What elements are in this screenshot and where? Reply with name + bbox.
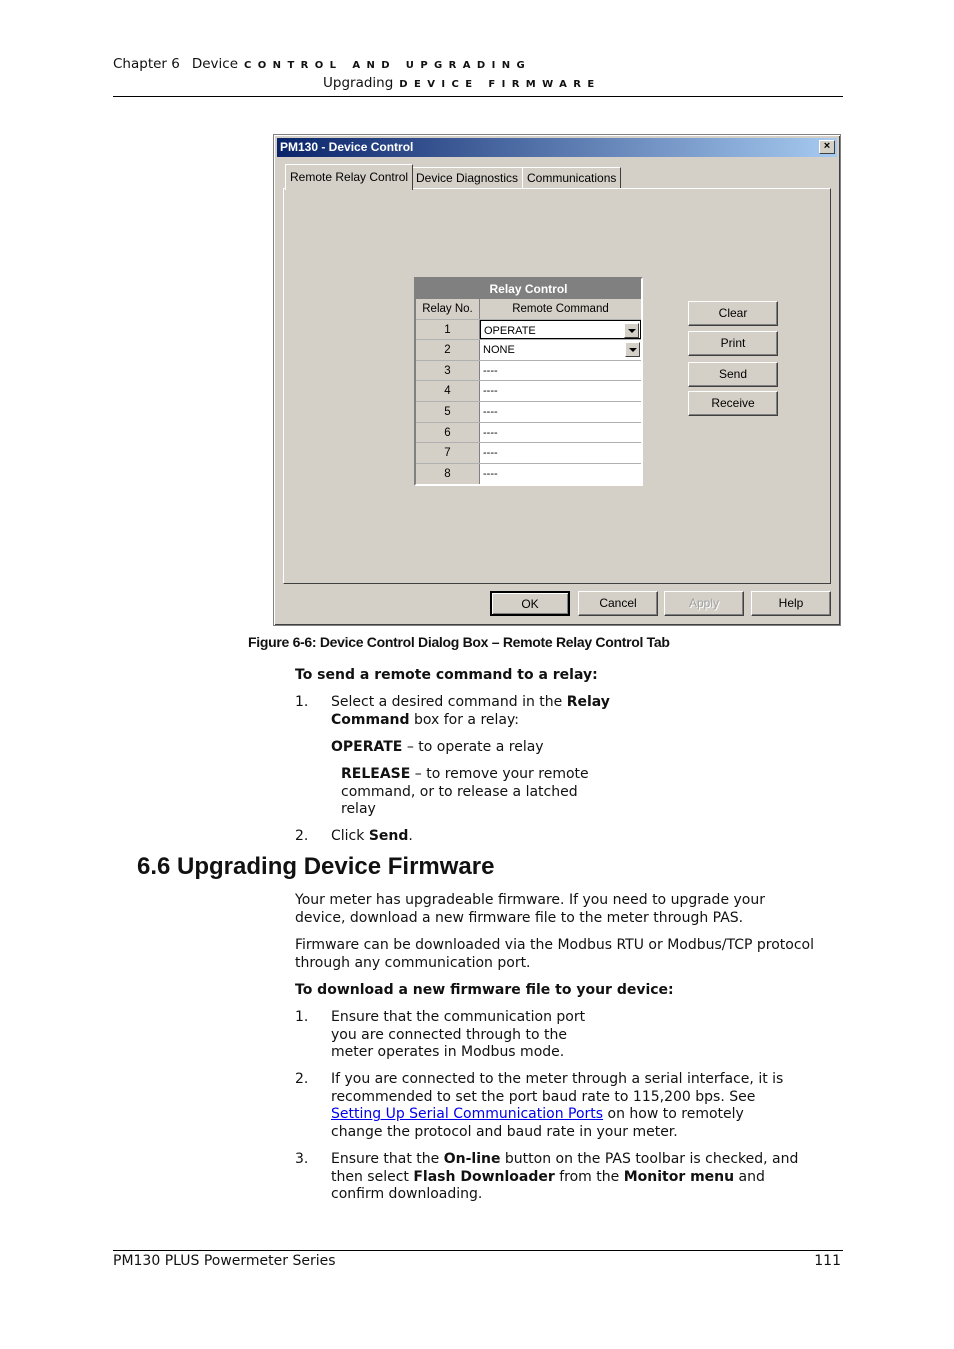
- header-sub: Upgrading: [323, 75, 394, 91]
- cancel-button[interactable]: Cancel: [578, 591, 658, 616]
- text-bold: OPERATE: [331, 739, 403, 755]
- text: If you are connected to the meter through a serial interface, it is recommended to set the port baud rate to 115,200 bps. See: [331, 1071, 784, 1105]
- relay-number: 4: [416, 381, 480, 401]
- text: button on the PAS toolbar is checked, and then select: [331, 1151, 799, 1185]
- table-row: [416, 402, 641, 423]
- text: Ensure that the: [331, 1151, 444, 1167]
- table-row: [416, 443, 641, 464]
- dropdown-arrow-icon[interactable]: [624, 323, 639, 338]
- footer-product: PM130 PLUS Powermeter Series: [113, 1253, 336, 1269]
- step-number: 1.: [295, 694, 309, 710]
- text: .: [408, 828, 413, 844]
- paragraph-2: Firmware can be downloaded via the Modbus RTU or Modbus/TCP protocol through any communication port.: [295, 937, 815, 971]
- send-step-1: [331, 694, 631, 729]
- header-line-sub: [323, 75, 601, 91]
- clear-button[interactable]: Clear: [688, 301, 778, 326]
- page-number: 111: [814, 1253, 841, 1269]
- text-bold: Flash Downloader: [413, 1168, 555, 1185]
- close-icon[interactable]: ×: [819, 140, 835, 154]
- send-button[interactable]: Send: [688, 362, 778, 387]
- download-step-2: [331, 1071, 795, 1141]
- header-line-chapter: [113, 56, 531, 72]
- table-row: [416, 423, 641, 444]
- receive-button[interactable]: Receive: [688, 391, 778, 416]
- send-step-2: [331, 828, 413, 846]
- text: – to operate a relay: [402, 739, 544, 755]
- table-row: [416, 340, 641, 361]
- col-remote-command: Remote Command: [480, 299, 641, 319]
- header-sub-caps: DEVICE FIRMWARE: [399, 79, 601, 90]
- download-step-3: [331, 1151, 801, 1204]
- command-cell[interactable]: ----: [483, 467, 498, 480]
- tab-device-diagnostics[interactable]: Device Diagnostics: [411, 167, 523, 189]
- table-row: [416, 381, 641, 402]
- text-bold: Monitor menu: [623, 1168, 735, 1185]
- print-button[interactable]: Print: [688, 331, 778, 356]
- table-row: [416, 464, 641, 485]
- tab-panel: [283, 188, 831, 584]
- relay-number: 2: [416, 340, 480, 360]
- step-number: 2.: [295, 1071, 309, 1087]
- step-number: 2.: [295, 828, 309, 844]
- table-row: [416, 361, 641, 382]
- text: Select a desired command in the: [331, 694, 567, 710]
- relay-number: 6: [416, 423, 480, 443]
- text-bold: RELEASE: [341, 766, 411, 782]
- section-heading: 6.6 Upgrading Device Firmware: [137, 853, 495, 880]
- send-procedure-heading: To send a remote command to a relay:: [295, 667, 598, 683]
- running-footer: [113, 1250, 843, 1269]
- text-bold: On-line: [443, 1151, 501, 1167]
- text-bold: Send: [368, 828, 409, 844]
- header-section: Device: [191, 56, 239, 72]
- text: – to remove your remote command, or to release a latched relay: [341, 766, 589, 817]
- operate-description: [331, 739, 544, 757]
- step-number: 3.: [295, 1151, 309, 1167]
- relay-number: 3: [416, 361, 480, 381]
- relay-number: 7: [416, 443, 480, 463]
- grid-header-row: [416, 299, 641, 320]
- command-select[interactable]: [480, 340, 641, 360]
- text: box for a relay:: [409, 711, 519, 728]
- command-cell[interactable]: ----: [483, 385, 498, 398]
- download-procedure-heading: To download a new firmware file to your device:: [295, 982, 674, 998]
- command-cell[interactable]: ----: [483, 426, 498, 439]
- tab-remote-relay-control[interactable]: Remote Relay Control: [285, 164, 413, 190]
- command-cell[interactable]: ----: [483, 405, 498, 418]
- help-button[interactable]: Help: [751, 591, 831, 616]
- relay-number: 5: [416, 402, 480, 422]
- command-value: OPERATE: [484, 324, 536, 337]
- text: Click: [331, 828, 369, 844]
- col-relay-no: Relay No.: [416, 299, 480, 319]
- table-row: [416, 320, 641, 341]
- command-cell[interactable]: ----: [483, 447, 498, 460]
- dialog-title: PM130 - Device Control: [280, 140, 414, 154]
- step-number: 1.: [295, 1009, 309, 1025]
- serial-ports-link[interactable]: Setting Up Serial Communication Ports: [331, 1106, 604, 1122]
- relay-number: 1: [416, 320, 480, 340]
- release-description: [341, 766, 611, 819]
- relay-number: 8: [416, 464, 480, 485]
- device-control-dialog: [273, 134, 841, 626]
- text: and confirm downloading.: [331, 1168, 765, 1202]
- apply-button[interactable]: Apply: [664, 591, 744, 616]
- relay-control-grid: [414, 277, 643, 486]
- ok-button[interactable]: OK: [490, 591, 570, 616]
- running-header: [113, 56, 843, 97]
- command-cell[interactable]: ----: [483, 364, 498, 377]
- figure-caption: Figure 6-6: Device Control Dialog Box – Remote Relay Control Tab: [248, 634, 670, 650]
- command-select[interactable]: [480, 320, 641, 340]
- text: on how to remotely change the protocol and baud rate in your meter.: [331, 1106, 744, 1140]
- download-step-1: Ensure that the communication port you are connected through to the meter operates in Modbus mode.: [331, 1009, 586, 1060]
- text: from the: [554, 1168, 624, 1185]
- tab-communications[interactable]: Communications: [522, 167, 621, 189]
- command-value: NONE: [483, 344, 515, 357]
- dropdown-arrow-icon[interactable]: [625, 342, 640, 357]
- dialog-titlebar: [277, 138, 837, 157]
- header-chapter: Chapter 6: [113, 56, 180, 72]
- header-section-caps: CONTROL AND UPGRADING: [244, 60, 532, 71]
- paragraph-1: Your meter has upgradeable firmware. If you need to upgrade your device, download a new firmware file to the meter through PAS.: [295, 892, 765, 926]
- grid-title: Relay Control: [416, 279, 641, 299]
- text-bold: Relay Command: [331, 694, 610, 728]
